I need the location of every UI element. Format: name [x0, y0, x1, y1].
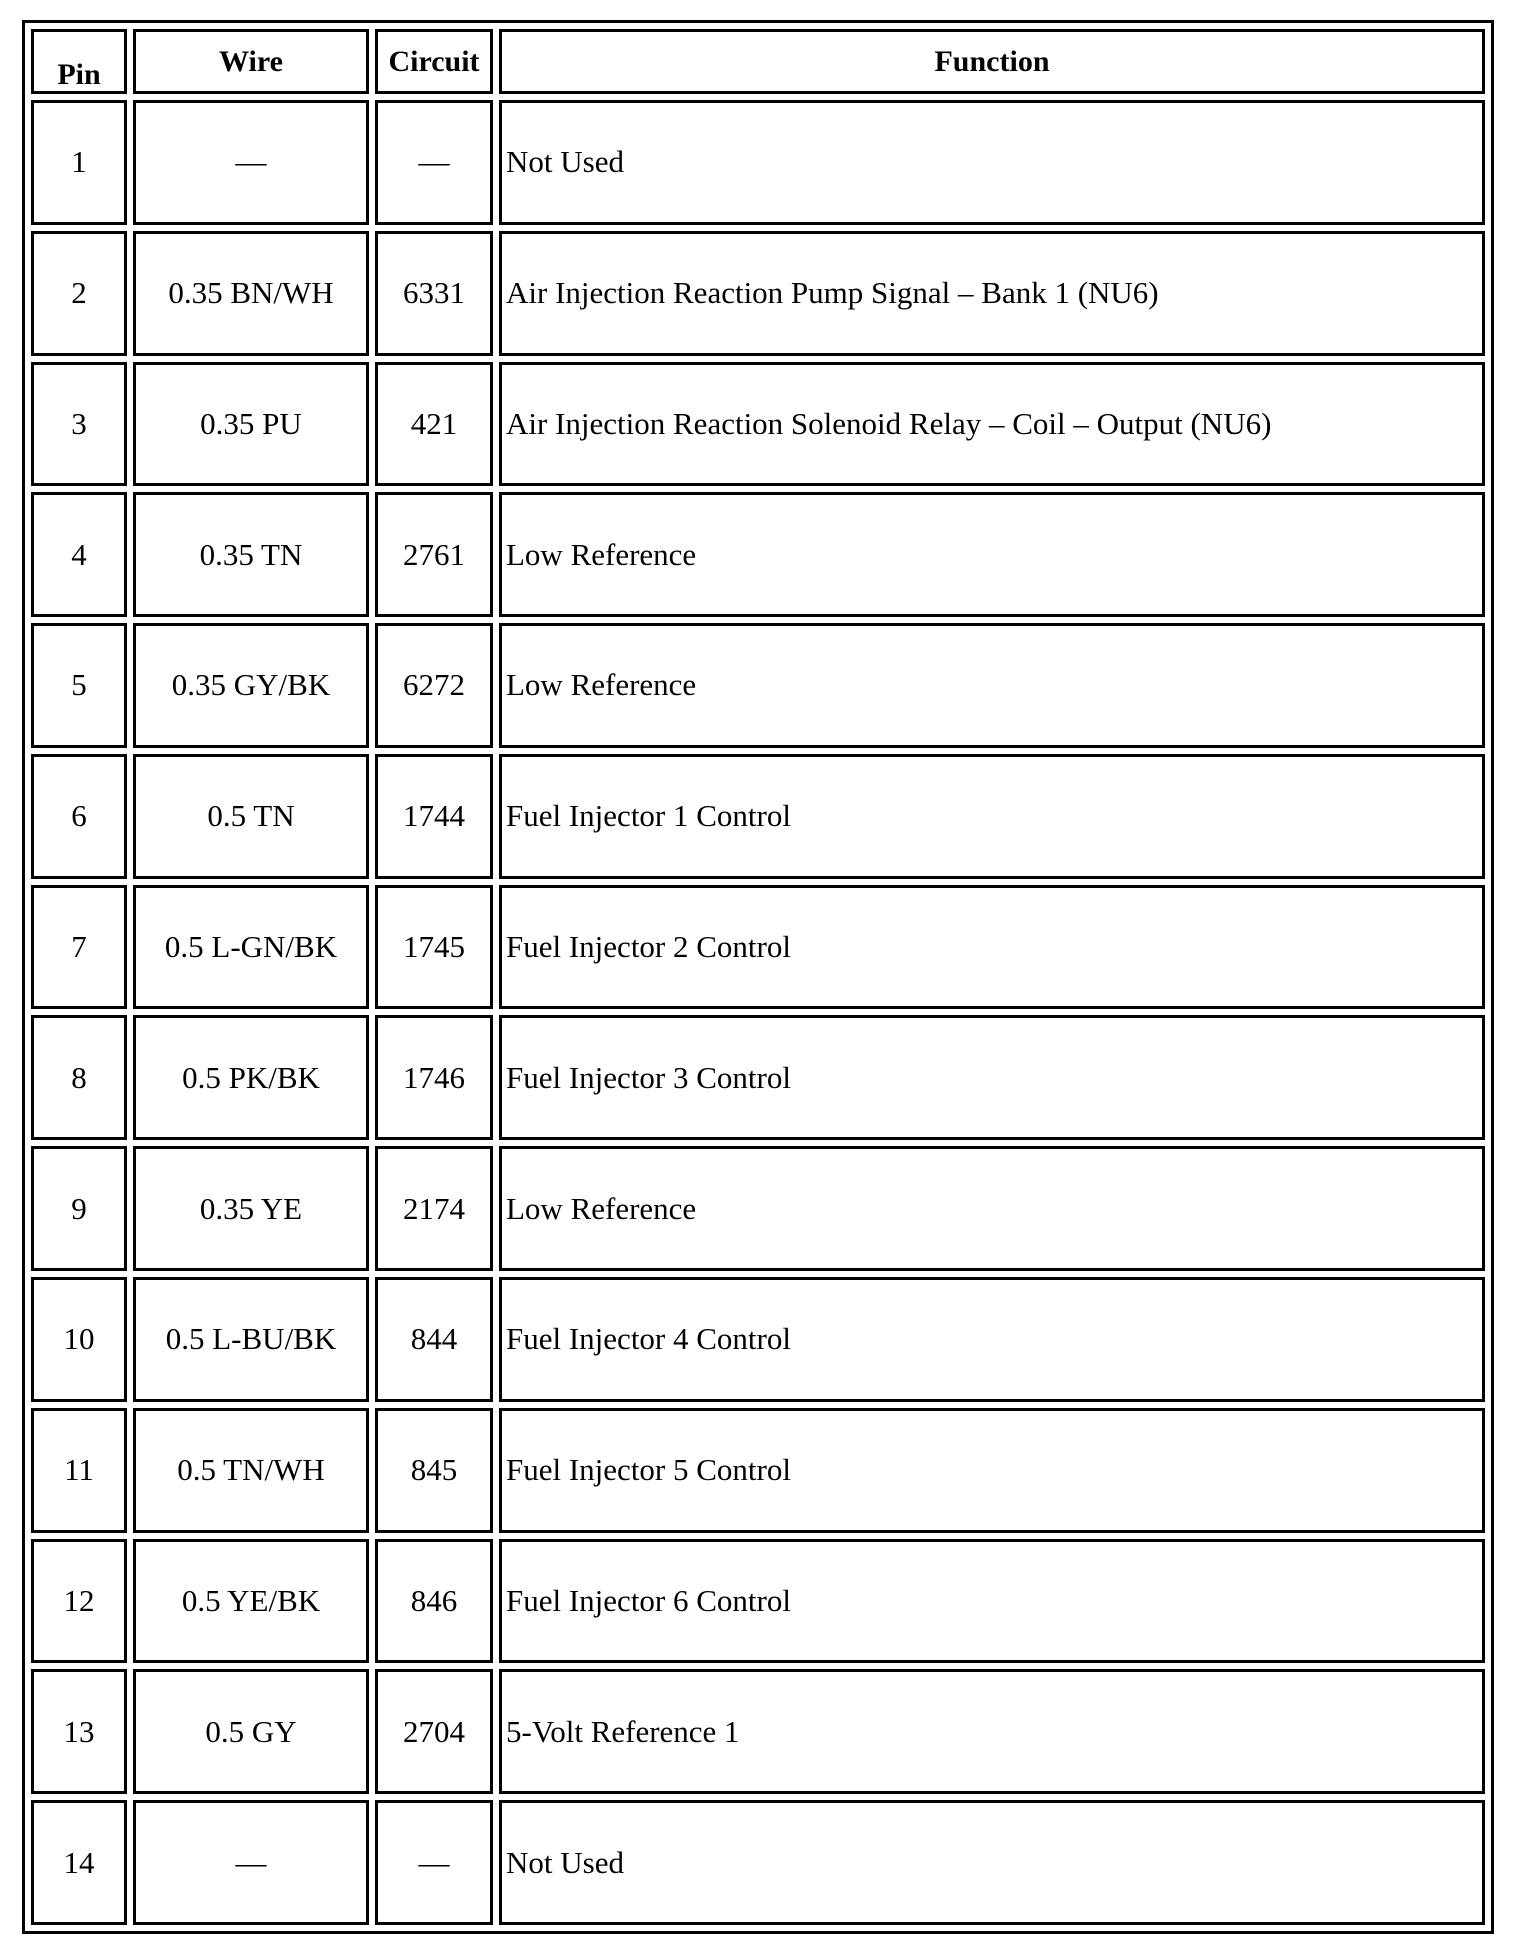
wire-cell: 0.5 L-GN/BK [133, 885, 369, 1010]
circuit-cell: — [375, 100, 493, 225]
function-cell: Fuel Injector 3 Control [499, 1015, 1485, 1140]
circuit-cell: 844 [375, 1277, 493, 1402]
pin-cell: 1 [31, 100, 127, 225]
pin-cell: 3 [31, 362, 127, 487]
wire-cell: — [133, 100, 369, 225]
pin-cell: 6 [31, 754, 127, 879]
circuit-cell: 1745 [375, 885, 493, 1010]
wire-cell: 0.5 TN [133, 754, 369, 879]
pin-cell: 8 [31, 1015, 127, 1140]
header-pin: Pin [31, 29, 127, 94]
circuit-cell: — [375, 1800, 493, 1925]
table-row [31, 1146, 1485, 1271]
pin-cell: 5 [31, 623, 127, 748]
wire-cell: 0.35 TN [133, 492, 369, 617]
circuit-cell: 845 [375, 1408, 493, 1533]
wire-cell: 0.5 PK/BK [133, 1015, 369, 1140]
pin-cell: 13 [31, 1669, 127, 1794]
function-cell: Fuel Injector 5 Control [499, 1408, 1485, 1533]
table-row [31, 1800, 1485, 1925]
table-row [31, 885, 1485, 1010]
function-cell: Fuel Injector 4 Control [499, 1277, 1485, 1402]
function-cell: Fuel Injector 2 Control [499, 885, 1485, 1010]
pin-cell: 14 [31, 1800, 127, 1925]
header-function: Function [499, 29, 1485, 94]
table-row [31, 1408, 1485, 1533]
header-circuit: Circuit [375, 29, 493, 94]
table-row [31, 100, 1485, 225]
table-row [31, 492, 1485, 617]
wire-cell: 0.5 TN/WH [133, 1408, 369, 1533]
header-row [31, 29, 1485, 94]
table-header [31, 29, 1485, 94]
circuit-cell: 421 [375, 362, 493, 487]
circuit-cell: 1746 [375, 1015, 493, 1140]
table-row [31, 754, 1485, 879]
table-row [31, 362, 1485, 487]
table-row [31, 623, 1485, 748]
function-cell: Air Injection Reaction Pump Signal – Bank 1 (NU6) [499, 231, 1485, 356]
table-body [31, 100, 1485, 1925]
pin-cell: 7 [31, 885, 127, 1010]
wire-cell: 0.5 L-BU/BK [133, 1277, 369, 1402]
table-row [31, 1015, 1485, 1140]
circuit-cell: 2704 [375, 1669, 493, 1794]
circuit-cell: 6272 [375, 623, 493, 748]
wire-cell: 0.35 YE [133, 1146, 369, 1271]
pin-cell: 10 [31, 1277, 127, 1402]
function-cell: Low Reference [499, 623, 1485, 748]
wire-cell: 0.5 GY [133, 1669, 369, 1794]
pin-cell: 9 [31, 1146, 127, 1271]
circuit-cell: 6331 [375, 231, 493, 356]
table-row [31, 1669, 1485, 1794]
pin-cell: 11 [31, 1408, 127, 1533]
function-cell: Fuel Injector 1 Control [499, 754, 1485, 879]
wire-cell: 0.35 BN/WH [133, 231, 369, 356]
pin-cell: 2 [31, 231, 127, 356]
wire-cell: 0.35 GY/BK [133, 623, 369, 748]
pin-cell: 12 [31, 1539, 127, 1664]
function-cell: 5-Volt Reference 1 [499, 1669, 1485, 1794]
wire-cell: 0.5 YE/BK [133, 1539, 369, 1664]
function-cell: Not Used [499, 100, 1485, 225]
table-row [31, 1277, 1485, 1402]
header-wire: Wire [133, 29, 369, 94]
table-row [31, 231, 1485, 356]
circuit-cell: 846 [375, 1539, 493, 1664]
circuit-cell: 2174 [375, 1146, 493, 1271]
table-row [31, 1539, 1485, 1664]
connector-pinout-table [22, 20, 1494, 1934]
function-cell: Not Used [499, 1800, 1485, 1925]
wire-cell: 0.35 PU [133, 362, 369, 487]
circuit-cell: 2761 [375, 492, 493, 617]
circuit-cell: 1744 [375, 754, 493, 879]
wire-cell: — [133, 1800, 369, 1925]
connector-pinout-table-container [22, 20, 1494, 1934]
function-cell: Fuel Injector 6 Control [499, 1539, 1485, 1664]
function-cell: Low Reference [499, 1146, 1485, 1271]
function-cell: Air Injection Reaction Solenoid Relay – Coil – Output (NU6) [499, 362, 1485, 487]
pin-cell: 4 [31, 492, 127, 617]
function-cell: Low Reference [499, 492, 1485, 617]
